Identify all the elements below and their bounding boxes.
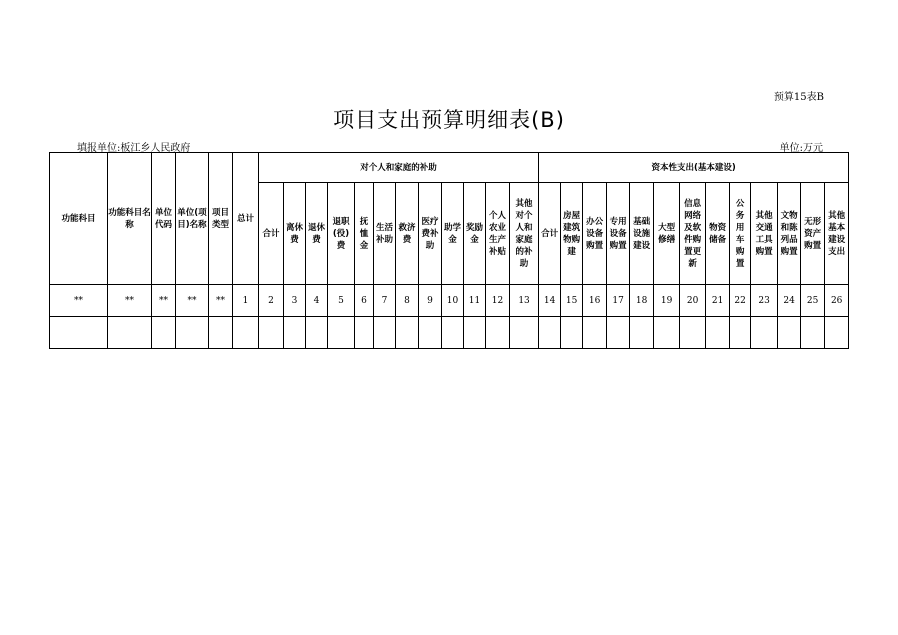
- empty-cell: [654, 317, 680, 349]
- empty-cell: [442, 317, 464, 349]
- header-personal-col: 离休费: [284, 183, 306, 285]
- header-capital-col: 物资储备: [706, 183, 730, 285]
- header-unit-name: 单位(项目)名称: [176, 153, 209, 285]
- number-cell: **: [50, 285, 108, 317]
- empty-cell: [419, 317, 442, 349]
- empty-cell: [50, 317, 108, 349]
- header-personal-col: 退休费: [306, 183, 328, 285]
- number-cell: 24: [778, 285, 801, 317]
- empty-cell: [176, 317, 209, 349]
- empty-cell: [233, 317, 259, 349]
- header-func-subject: 功能科目: [50, 153, 108, 285]
- empty-cell: [706, 317, 730, 349]
- empty-cell: [259, 317, 284, 349]
- header-personal-col: 生活补助: [374, 183, 396, 285]
- number-cell: 9: [419, 285, 442, 317]
- empty-cell: [306, 317, 328, 349]
- header-capital-col: 信息网络及软件购置更新: [680, 183, 706, 285]
- number-cell: 18: [630, 285, 654, 317]
- header-capital-col: 房屋建筑物购建: [561, 183, 583, 285]
- header-group-personal: 对个人和家庭的补助: [259, 153, 539, 183]
- page-title: 项目支出预算明细表(B): [333, 108, 565, 132]
- header-personal-col: 合计: [259, 183, 284, 285]
- header-personal-col: 奖励金: [464, 183, 486, 285]
- empty-cell: [730, 317, 751, 349]
- form-number: 预算15表B: [773, 92, 824, 103]
- number-cell: 13: [510, 285, 539, 317]
- number-cell: 25: [801, 285, 825, 317]
- header-total: 总计: [233, 153, 259, 285]
- money-unit: 单位:万元: [779, 143, 823, 154]
- number-cell: **: [152, 285, 176, 317]
- number-cell: **: [176, 285, 209, 317]
- header-capital-col: 其他基本建设支出: [825, 183, 849, 285]
- header-personal-col: 抚恤金: [355, 183, 374, 285]
- number-cell: 11: [464, 285, 486, 317]
- number-cell: 22: [730, 285, 751, 317]
- number-cell: 3: [284, 285, 306, 317]
- number-cell: 8: [396, 285, 419, 317]
- number-cell: 14: [539, 285, 561, 317]
- empty-cell: [825, 317, 849, 349]
- empty-cell: [464, 317, 486, 349]
- header-personal-col: 医疗费补助: [419, 183, 442, 285]
- header-capital-col: 文物和陈列品购置: [778, 183, 801, 285]
- empty-cell: [539, 317, 561, 349]
- empty-cell: [209, 317, 233, 349]
- empty-cell: [108, 317, 152, 349]
- number-cell: **: [209, 285, 233, 317]
- number-cell: 23: [751, 285, 778, 317]
- number-cell: 10: [442, 285, 464, 317]
- empty-cell: [630, 317, 654, 349]
- number-cell: 15: [561, 285, 583, 317]
- empty-cell: [328, 317, 355, 349]
- number-cell: 20: [680, 285, 706, 317]
- header-personal-col: 其他对个人和家庭的补助: [510, 183, 539, 285]
- number-cell: **: [108, 285, 152, 317]
- header-capital-col: 公务用车购置: [730, 183, 751, 285]
- empty-cell: [751, 317, 778, 349]
- header-capital-col: 基础设施建设: [630, 183, 654, 285]
- header-personal-col: 个人农业生产补贴: [486, 183, 510, 285]
- header-capital-col: 无形资产购置: [801, 183, 825, 285]
- number-cell: 4: [306, 285, 328, 317]
- number-cell: 12: [486, 285, 510, 317]
- header-capital-col: 大型修缮: [654, 183, 680, 285]
- header-func-subject-name: 功能科目名称: [108, 153, 152, 285]
- empty-cell: [284, 317, 306, 349]
- number-cell: 17: [607, 285, 630, 317]
- number-cell: 5: [328, 285, 355, 317]
- empty-cell: [355, 317, 374, 349]
- header-row-1: [50, 153, 849, 183]
- number-cell: 26: [825, 285, 849, 317]
- number-cell: 1: [233, 285, 259, 317]
- header-group-capital: 资本性支出(基本建设): [539, 153, 849, 183]
- number-cell: 16: [583, 285, 607, 317]
- empty-cell: [778, 317, 801, 349]
- empty-cell: [374, 317, 396, 349]
- empty-row: [50, 317, 849, 349]
- budget-table: [49, 152, 849, 349]
- number-cell: 6: [355, 285, 374, 317]
- header-unit-code: 单位代码: [152, 153, 176, 285]
- empty-cell: [680, 317, 706, 349]
- header-personal-col: 救济费: [396, 183, 419, 285]
- header-project-type: 项目类型: [209, 153, 233, 285]
- empty-cell: [607, 317, 630, 349]
- header-capital-col: 合计: [539, 183, 561, 285]
- empty-cell: [396, 317, 419, 349]
- number-row: [50, 285, 849, 317]
- header-capital-col: 办公设备购置: [583, 183, 607, 285]
- empty-cell: [486, 317, 510, 349]
- empty-cell: [561, 317, 583, 349]
- number-cell: 2: [259, 285, 284, 317]
- empty-cell: [801, 317, 825, 349]
- empty-cell: [510, 317, 539, 349]
- empty-cell: [583, 317, 607, 349]
- number-cell: 21: [706, 285, 730, 317]
- header-personal-col: 退职(役)费: [328, 183, 355, 285]
- empty-cell: [152, 317, 176, 349]
- header-capital-col: 其他交通工具购置: [751, 183, 778, 285]
- number-cell: 7: [374, 285, 396, 317]
- fill-unit: 填报单位:板江乡人民政府: [77, 143, 191, 154]
- number-cell: 19: [654, 285, 680, 317]
- header-personal-col: 助学金: [442, 183, 464, 285]
- header-capital-col: 专用设备购置: [607, 183, 630, 285]
